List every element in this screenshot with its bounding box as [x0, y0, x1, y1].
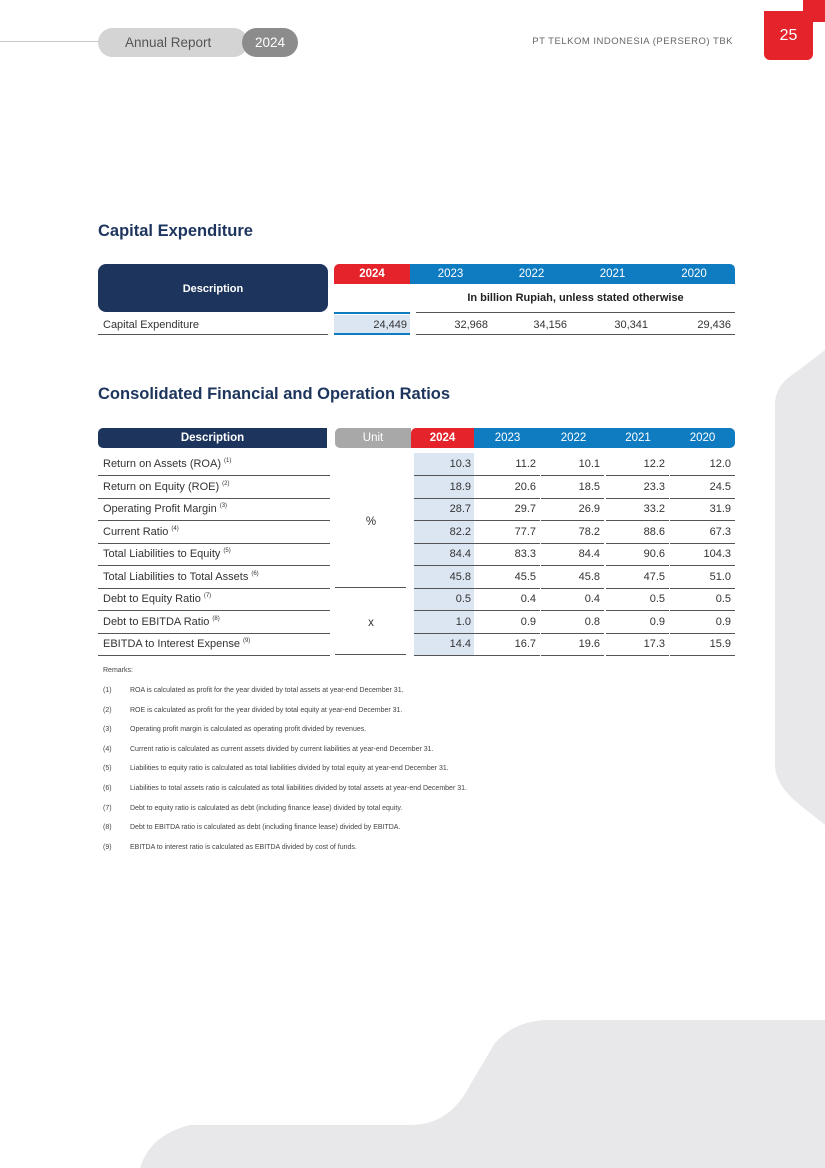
- ratio-label-rule: [98, 565, 330, 566]
- ratio-value-rule: [670, 543, 735, 544]
- remark-text: Debt to EBITDA ratio is calculated as debt (including finance lease) divided by EBITDA.: [130, 824, 401, 832]
- ratio-label: [103, 458, 231, 470]
- ratio-note-ref: (9): [242, 638, 251, 645]
- ratio-value-2021: 47.5: [643, 570, 665, 583]
- ratio-value-2020: 51.0: [709, 570, 731, 583]
- ratio-value-rule: [670, 520, 735, 521]
- ratio-value-rule: [474, 655, 540, 656]
- capex-title: Capital Expenditure: [98, 222, 253, 240]
- ratio-value-2022: 18.5: [578, 480, 600, 493]
- ratio-value-rule: [606, 655, 669, 656]
- remark-number: (2): [103, 706, 112, 714]
- ratio-value-rule: [541, 610, 604, 611]
- company-name: PT TELKOM INDONESIA (PERSERO) TBK: [532, 36, 733, 47]
- ratio-note-ref: (6): [251, 570, 259, 577]
- remarks-title: Remarks:: [103, 667, 133, 674]
- ratio-label-rule: [98, 655, 330, 656]
- remark-number: (3): [103, 726, 112, 734]
- unit-percent: %: [365, 516, 377, 528]
- ratio-value-2021: 17.3: [643, 638, 665, 650]
- ratio-label-rule: [98, 610, 330, 611]
- page-number: 25: [764, 11, 813, 60]
- ratio-value-2024: 1.0: [455, 615, 471, 628]
- unit-times: x: [368, 617, 374, 629]
- header-rule: [0, 41, 100, 42]
- ratio-label-text: Debt to EBITDA Ratio: [103, 615, 210, 628]
- ratio-value-rule: [670, 633, 735, 634]
- capex-row-rule: [98, 334, 328, 335]
- ratio-value-rule: [414, 588, 474, 589]
- report-year: 2024: [242, 28, 298, 57]
- ratio-value-rule: [541, 498, 604, 499]
- ratio-label-text: Return on Equity (ROE): [103, 480, 220, 493]
- ratio-note-ref: (8): [212, 615, 220, 622]
- capex-units-note: In billion Rupiah, unless stated otherwise: [467, 292, 684, 304]
- ratio-note-ref: (5): [223, 548, 231, 555]
- ratio-label-text: Return on Assets (ROA): [103, 458, 221, 470]
- ratio-value-2020: 24.5: [709, 480, 731, 493]
- ratio-value-2021: 23.3: [643, 480, 665, 493]
- ratio-value-2022: 26.9: [578, 503, 600, 515]
- remark-text: EBITDA to interest ratio is calculated as EBITDA divided by cost of funds.: [130, 843, 357, 851]
- capex-row-label: Capital Expenditure: [103, 319, 200, 331]
- ratio-value-rule: [474, 565, 540, 566]
- ratio-value-rule: [414, 633, 474, 634]
- capex-units-rule: [416, 312, 735, 313]
- ratio-label-rule: [98, 588, 330, 589]
- ratio-value-rule: [606, 498, 669, 499]
- ratio-label-text: Current Ratio: [103, 525, 169, 538]
- ratio-value-rule: [670, 610, 735, 611]
- ratio-label: [103, 593, 211, 605]
- ratios-description-header: Description: [98, 428, 327, 448]
- ratio-value-2023: 20.6: [514, 480, 536, 493]
- ratio-value-2021: 90.6: [643, 548, 665, 560]
- ratio-value-2022: 0.8: [584, 615, 600, 628]
- ratio-value-2021: 33.2: [643, 503, 665, 515]
- ratio-value-rule: [541, 565, 604, 566]
- ratio-label: [103, 638, 250, 650]
- ratio-value-2022: 84.4: [578, 548, 600, 560]
- ratio-label-text: Debt to Equity Ratio: [103, 593, 201, 605]
- capex-value-2023: 32,968: [454, 319, 488, 331]
- ratio-value-2023: 77.7: [514, 525, 536, 538]
- capex-year-2024: 2024: [334, 264, 410, 284]
- ratio-value-rule: [541, 543, 604, 544]
- ratio-value-rule: [474, 475, 540, 476]
- ratio-value-rule: [606, 543, 669, 544]
- capex-value-2022: 34,156: [533, 319, 567, 331]
- capex-2024-underline: [334, 312, 410, 314]
- ratio-value-rule: [414, 565, 474, 566]
- ratio-value-rule: [670, 498, 735, 499]
- ratio-value-2020: 104.3: [703, 548, 731, 560]
- ratio-value-rule: [670, 475, 735, 476]
- ratio-label-text: Total Liabilities to Equity: [103, 548, 221, 560]
- ratio-value-rule: [474, 588, 540, 589]
- ratio-note-ref: (7): [203, 593, 212, 600]
- ratio-value-2024: 84.4: [449, 548, 471, 560]
- ratio-value-2022: 10.1: [578, 458, 600, 470]
- ratio-label-text: Total Liabilities to Total Assets: [103, 570, 249, 583]
- ratio-value-rule: [541, 520, 604, 521]
- ratio-value-2023: 45.5: [514, 570, 536, 583]
- ratio-note-ref: (2): [222, 480, 230, 487]
- ratios-year-2024: 2024: [411, 428, 474, 448]
- bg-decor-bottom: [130, 1015, 825, 1168]
- ratio-value-rule: [414, 610, 474, 611]
- remark-text: Liabilities to total assets ratio is calculated as total liabilities divided by total assets at year-end December 31.: [130, 785, 467, 792]
- ratio-value-2020: 31.9: [709, 503, 731, 515]
- ratio-value-rule: [414, 655, 474, 656]
- ratio-label-text: Operating Profit Margin: [103, 503, 217, 515]
- remark-number: (6): [103, 785, 112, 792]
- ratio-value-rule: [541, 475, 604, 476]
- ratios-year-2023: 2023: [474, 428, 541, 448]
- remark-number: (1): [103, 687, 112, 694]
- ratio-value-rule: [541, 588, 604, 589]
- ratio-value-2023: 11.2: [515, 458, 536, 470]
- ratio-value-rule: [414, 498, 474, 499]
- ratio-value-rule: [606, 475, 669, 476]
- ratio-note-ref: (4): [171, 525, 179, 532]
- remark-text: Current ratio is calculated as current assets divided by current liabilities at year-end December 31.: [130, 745, 434, 753]
- ratio-label: [103, 616, 220, 628]
- ratio-value-2024: 18.9: [449, 480, 471, 493]
- capex-year-2022: 2022: [491, 264, 572, 284]
- ratio-label: [103, 503, 227, 515]
- report-label: Annual Report: [98, 28, 248, 57]
- ratio-value-2020: 67.3: [709, 525, 731, 538]
- ratio-value-rule: [541, 633, 604, 634]
- ratio-value-2024: 82.2: [449, 525, 471, 538]
- ratios-year-2021: 2021: [606, 428, 670, 448]
- ratio-value-rule: [414, 520, 474, 521]
- capex-year-2020: 2020: [653, 264, 735, 284]
- ratio-value-2022: 78.2: [578, 525, 600, 538]
- ratio-value-rule: [606, 565, 669, 566]
- ratio-label-rule: [98, 520, 330, 521]
- capex-row-rule-2024: [334, 333, 410, 335]
- remark-number: (7): [103, 804, 112, 812]
- ratio-value-2023: 16.7: [514, 638, 536, 650]
- ratio-value-rule: [474, 520, 540, 521]
- ratio-label-rule: [98, 543, 330, 544]
- ratio-label: [103, 481, 230, 493]
- ratio-value-2020: 0.5: [715, 593, 731, 605]
- ratio-value-2020: 0.9: [715, 615, 731, 628]
- ratio-value-rule: [414, 543, 474, 544]
- ratio-value-2020: 12.0: [709, 458, 731, 470]
- ratio-value-2023: 29.7: [514, 503, 536, 515]
- remark-number: (8): [103, 824, 112, 832]
- ratio-value-rule: [541, 655, 604, 656]
- capex-row-rule-values: [416, 334, 735, 335]
- ratio-note-ref: (1): [224, 458, 232, 465]
- remark-number: (4): [103, 745, 112, 753]
- capex-value-2024: 24,449: [373, 319, 407, 331]
- remark-text: ROA is calculated as profit for the year divided by total assets at year-end December 31.: [130, 687, 404, 694]
- capex-year-2021: 2021: [572, 264, 653, 284]
- ratio-value-rule: [414, 475, 474, 476]
- ratio-value-2023: 0.4: [520, 593, 536, 605]
- unit-group-divider: [335, 587, 406, 588]
- ratio-value-2024: 45.8: [449, 570, 471, 583]
- ratio-value-2023: 83.3: [514, 548, 536, 560]
- ratio-value-2024: 14.4: [449, 638, 471, 650]
- remark-text: Debt to equity ratio is calculated as debt (including finance lease) divided by total equity.: [130, 804, 403, 812]
- ratio-value-rule: [606, 588, 669, 589]
- ratio-value-2020: 15.9: [709, 638, 731, 650]
- ratio-value-rule: [474, 498, 540, 499]
- ratio-value-2021: 88.6: [643, 525, 665, 538]
- ratio-value-rule: [606, 520, 669, 521]
- ratios-year-2020: 2020: [670, 428, 735, 448]
- ratio-value-2024: 28.7: [449, 503, 471, 515]
- ratios-year-2022: 2022: [541, 428, 606, 448]
- ratio-value-2021: 0.9: [649, 615, 665, 628]
- bg-decor-right: [770, 345, 825, 830]
- ratio-value-rule: [606, 633, 669, 634]
- ratio-label: [103, 548, 231, 560]
- ratios-unit-header: Unit: [335, 428, 411, 448]
- capex-value-2021: 30,341: [614, 319, 648, 331]
- ratio-label-rule: [98, 633, 330, 634]
- ratio-value-2021: 0.5: [649, 593, 665, 605]
- capex-value-2020: 29,436: [697, 319, 731, 331]
- ratio-value-rule: [474, 610, 540, 611]
- unit-group-bottom: [335, 654, 406, 655]
- ratio-value-rule: [670, 588, 735, 589]
- ratio-value-2022: 0.4: [584, 593, 600, 605]
- ratio-value-rule: [474, 633, 540, 634]
- ratio-value-rule: [670, 565, 735, 566]
- ratio-value-rule: [606, 610, 669, 611]
- ratio-value-2023: 0.9: [520, 615, 536, 628]
- remark-number: (5): [103, 765, 112, 773]
- ratio-label-rule: [98, 498, 330, 499]
- ratio-note-ref: (3): [219, 503, 228, 510]
- capex-year-header: [334, 264, 735, 284]
- ratio-value-2024: 0.5: [455, 593, 471, 605]
- ratio-label-text: EBITDA to Interest Expense: [103, 638, 240, 650]
- remark-text: ROE is calculated as profit for the year divided by total equity at year-end December 31.: [130, 706, 403, 714]
- ratio-value-rule: [670, 655, 735, 656]
- ratios-title: Consolidated Financial and Operation Ratios: [98, 385, 451, 403]
- capex-description-header: Description: [98, 264, 328, 312]
- ratio-value-2021: 12.2: [643, 458, 665, 470]
- ratio-value-2022: 19.6: [578, 638, 600, 650]
- remark-number: (9): [103, 843, 112, 851]
- remark-text: Operating profit margin is calculated as operating profit divided by revenues.: [130, 726, 367, 734]
- ratio-value-2024: 10.3: [449, 458, 471, 470]
- ratio-label-rule: [98, 475, 330, 476]
- ratio-value-2022: 45.8: [578, 570, 600, 583]
- remark-text: Liabilities to equity ratio is calculated as total liabilities divided by total equity at year-end December 31.: [130, 765, 449, 773]
- ratio-value-rule: [474, 543, 540, 544]
- ratio-label: [103, 526, 179, 538]
- ratio-label: [103, 571, 259, 583]
- capex-year-2023: 2023: [410, 264, 491, 284]
